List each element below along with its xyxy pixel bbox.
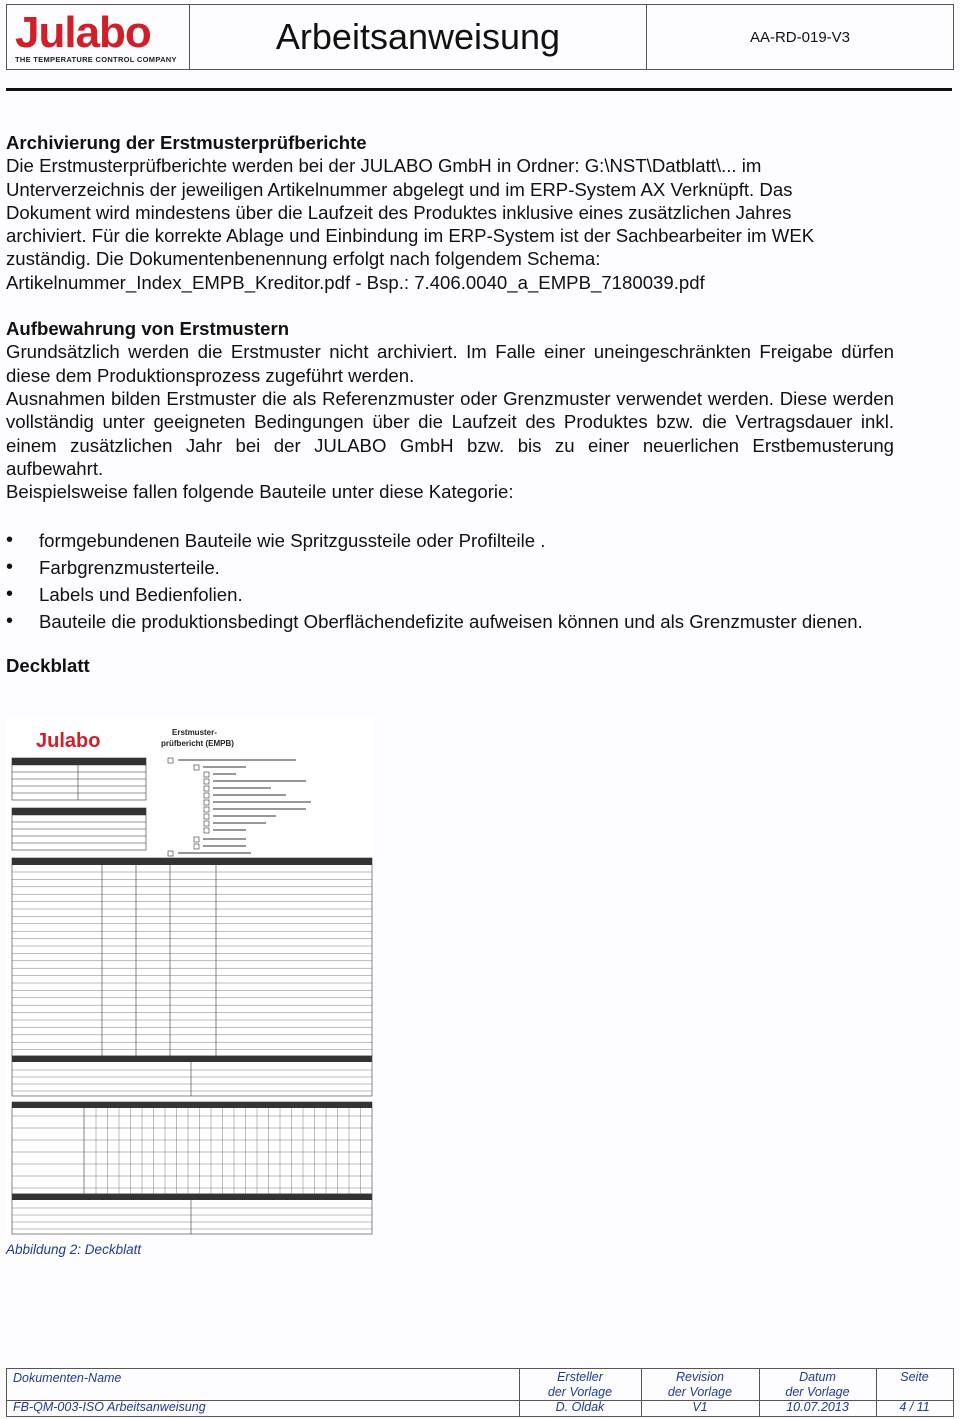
julabo-logo bbox=[7, 5, 190, 69]
footer-revision-value: V1 bbox=[692, 1400, 708, 1414]
page-header bbox=[6, 4, 954, 70]
footer-ersteller-label-2: der Vorlage bbox=[547, 1385, 613, 1399]
aufbewahrung-paragraph-2: Ausnahmen bilden Erstmuster die als Referenzmuster oder Grenzmuster verwendet werden. Diese werden vollständig unter geeigneten Bedingungen über die Laufzeit des Produktes bzw. die Vertragsdauer inkl. einem zusätzlichen Jahr bei der JULABO GmbH bzw. bis zu einer neuerlichen Erstbemusterung aufbewahrt. bbox=[6, 387, 894, 479]
logo-wordmark: Julabo bbox=[15, 8, 151, 57]
figure-caption: Abbildung 2: Deckblatt bbox=[6, 1242, 142, 1257]
form-title-line2: prüfbericht (EMPB) bbox=[161, 739, 234, 748]
list-item: • Farbgrenzmusterteile. bbox=[6, 556, 894, 579]
header-divider bbox=[6, 88, 952, 91]
aufbewahrung-paragraph-3: Beispielsweise fallen folgende Bauteile unter diese Kategorie: bbox=[6, 481, 514, 503]
document-title: Arbeitsanweisung bbox=[190, 5, 647, 69]
footer-datum-value: 10.07.2013 bbox=[786, 1400, 849, 1414]
footer-ersteller-label: Ersteller bbox=[557, 1370, 603, 1384]
logo-tagline: THE TEMPERATURE CONTROL COMPANY bbox=[15, 55, 177, 64]
footer-seite-label: Seite bbox=[900, 1370, 929, 1384]
footer-revision-label: Revision bbox=[676, 1370, 724, 1384]
form-title-line1: Erstmuster- bbox=[172, 728, 217, 737]
archivierung-paragraph: Die Erstmusterprüfberichte werden bei der JULABO GmbH in Ordner: G:\NST\Datblatt\... im Unterverzeichnis der jeweiligen Artikelnummer abgelegt und im ERP-System AX Verknüpft. Das Dokument wird mindestens über die Laufzeit des Produktes inklusive eines zusätzlichen Jahres archiviert. Für die korrekte Ablage und Einbindung im ERP-System ist der Sachbearbeiter im WEK zuständig. Die Dokumentenbenennung erfolgt nach folgendem Schema: Artikelnummer_Index_EMPB_Kreditor.pdf - Bsp.: 7.406.0040_a_EMPB_7180039.pdf bbox=[6, 155, 815, 293]
list-item: • Labels und Bedienfolien. bbox=[6, 583, 894, 606]
component-list bbox=[6, 529, 894, 633]
form-logo: Julabo bbox=[36, 730, 101, 752]
footer-revision-label-2: der Vorlage bbox=[667, 1385, 733, 1399]
footer-ersteller-value: D. Oldak bbox=[555, 1400, 605, 1414]
footer-docname-label: Dokumenten-Name bbox=[13, 1371, 122, 1385]
page-footer bbox=[6, 1368, 954, 1417]
document-body bbox=[6, 131, 894, 677]
footer-datum-label: Datum bbox=[799, 1370, 836, 1384]
section-heading-archivierung: Archivierung der Erstmusterprüfberichte bbox=[6, 132, 367, 153]
section-heading-deckblatt: Deckblatt bbox=[6, 654, 90, 676]
footer-datum-label-2: der Vorlage bbox=[785, 1385, 850, 1399]
footer-page-number: 4 / 11 bbox=[899, 1400, 930, 1414]
document-id: AA-RD-019-V3 bbox=[749, 28, 851, 46]
aufbewahrung-paragraph-1: Grundsätzlich werden die Erstmuster nicht archiviert. Im Falle einer uneingeschränkten Freigabe dürfen diese dem Produktionsprozess zugeführt werden. bbox=[6, 341, 894, 386]
footer-docname-value: FB-QM-003-ISO Arbeitsanweisung bbox=[13, 1400, 206, 1414]
list-item: • Bauteile die produktionsbedingt Oberflächendefizite aufweisen können und als Grenzmuster dienen. bbox=[6, 610, 894, 633]
list-item: • formgebundenen Bauteile wie Spritzgussteile oder Profilteile . bbox=[6, 529, 894, 552]
deckblatt-form-image bbox=[6, 718, 374, 1238]
section-heading-aufbewahrung: Aufbewahrung von Erstmustern bbox=[6, 318, 290, 340]
